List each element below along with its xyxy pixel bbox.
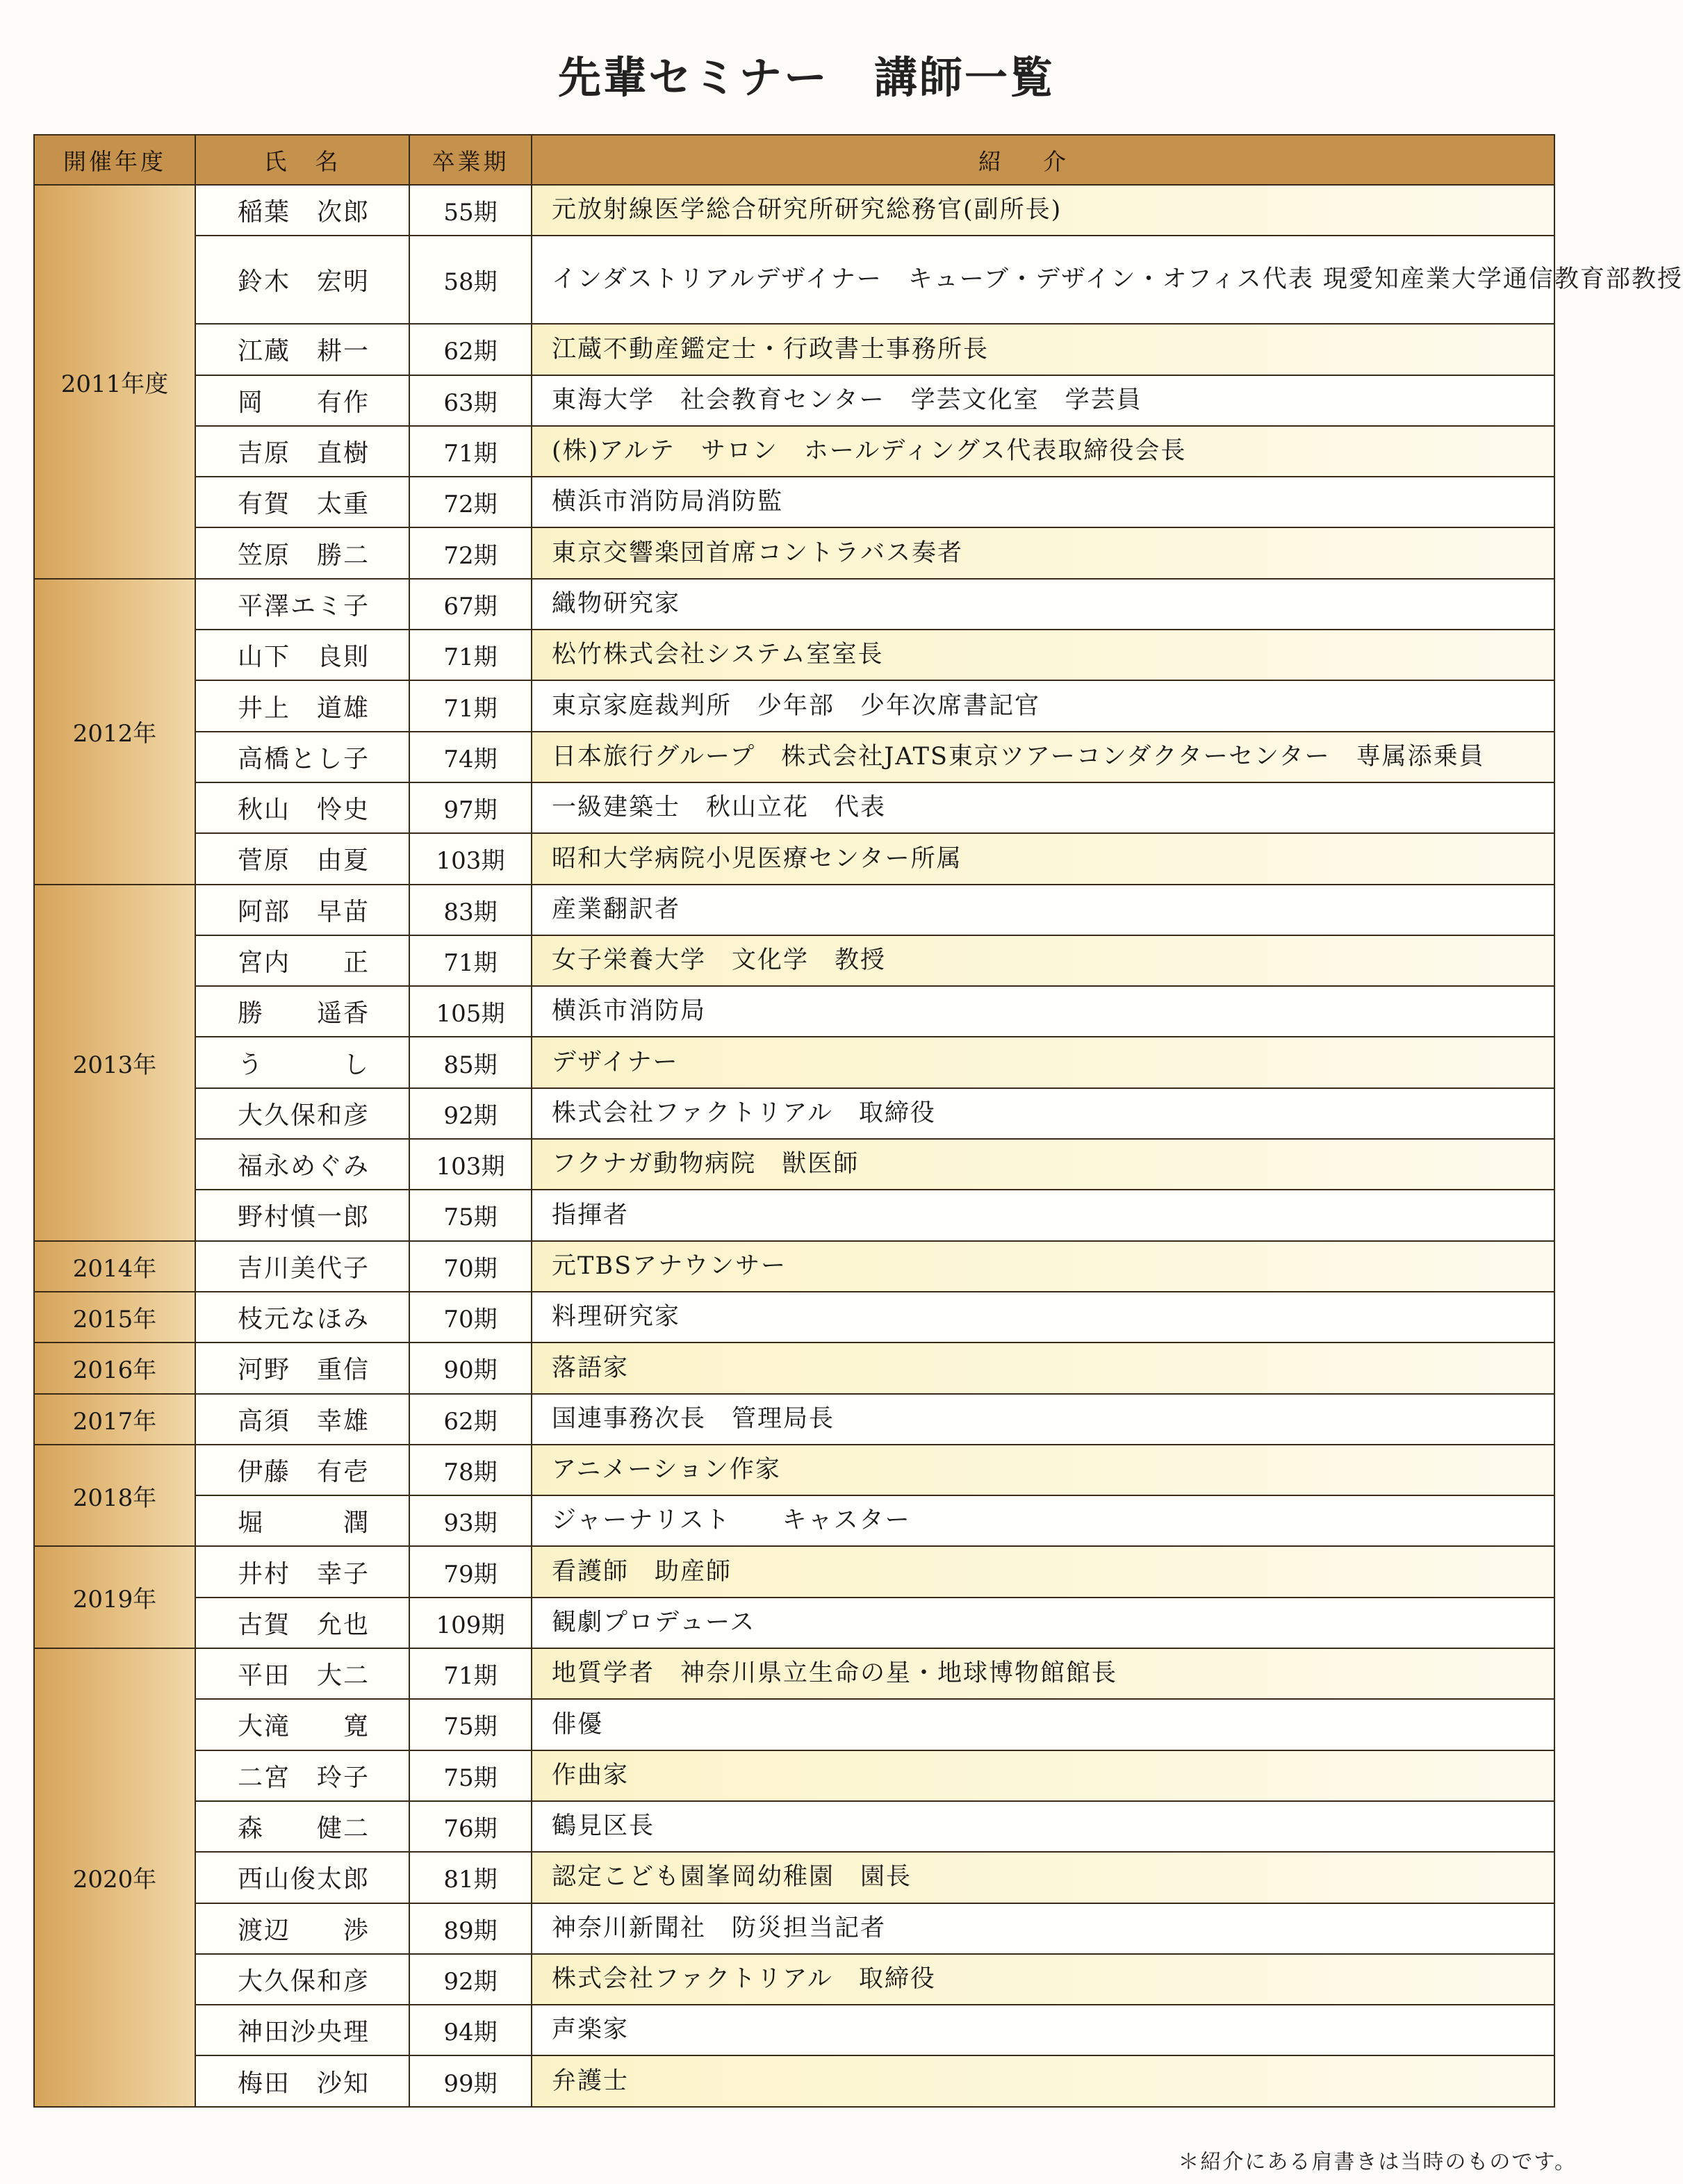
name-cell: 山下 良則	[195, 630, 409, 680]
intro-cell: 弁護士	[532, 2055, 1554, 2106]
table-row	[34, 1903, 1554, 1954]
graduation-cell: 105期	[409, 986, 532, 1037]
intro-cell: 東京交響楽団首席コントラバス奏者	[532, 527, 1554, 578]
table-row	[34, 2005, 1554, 2055]
name-cell: 勝 遥香	[195, 986, 409, 1037]
intro-cell: 落語家	[532, 1343, 1554, 1393]
table-row	[34, 1546, 1554, 1597]
table-row	[34, 1445, 1554, 1495]
graduation-cell: 71期	[409, 630, 532, 680]
intro-cell: 株式会社ファクトリアル 取締役	[532, 1954, 1554, 2005]
name-cell: 秋山 怜史	[195, 782, 409, 833]
page-title: 先輩セミナー 講師一覧	[557, 52, 1055, 103]
table-row	[34, 935, 1554, 986]
table-row	[34, 630, 1554, 680]
footnote: ＊紹介にある肩書きは当時のものです。	[1178, 2150, 1577, 2174]
year-cell: 2015年	[34, 1292, 195, 1343]
name-cell: 平澤エミ子	[195, 579, 409, 630]
name-cell: 笠原 勝二	[195, 527, 409, 578]
table-row	[34, 1750, 1554, 1801]
name-cell: 枝元なほみ	[195, 1292, 409, 1343]
intro-cell: (株)アルテ サロン ホールディングス代表取締役会長	[532, 426, 1554, 477]
intro-cell: 松竹株式会社システム室室長	[532, 630, 1554, 680]
name-cell: 菅原 由夏	[195, 833, 409, 884]
table-row	[34, 579, 1554, 630]
table-row	[34, 732, 1554, 782]
name-cell: 西山俊太郎	[195, 1852, 409, 1903]
intro-cell: 俳優	[532, 1699, 1554, 1750]
intro-cell: 昭和大学病院小児医療センター所属	[532, 833, 1554, 884]
intro-cell: 日本旅行グループ 株式会社JATS東京ツアーコンダクターセンター 専属添乗員	[532, 732, 1554, 782]
intro-cell: インダストリアルデザイナー キューブ・デザイン・オフィス代表 現愛知産業大学通信教育部教授	[532, 236, 1554, 324]
header-row	[34, 135, 1554, 185]
intro-cell: 女子栄養大学 文化学 教授	[532, 935, 1554, 986]
graduation-cell: 75期	[409, 1699, 532, 1750]
name-cell: 伊藤 有壱	[195, 1445, 409, 1495]
name-cell: 古賀 允也	[195, 1598, 409, 1648]
graduation-cell: 63期	[409, 375, 532, 426]
intro-cell: デザイナー	[532, 1037, 1554, 1087]
intro-cell: 元TBSアナウンサー	[532, 1241, 1554, 1292]
header-name: 氏 名	[195, 135, 409, 185]
table-row	[34, 1699, 1554, 1750]
table-row	[34, 1394, 1554, 1445]
graduation-cell: 62期	[409, 324, 532, 375]
year-cell: 2017年	[34, 1394, 195, 1445]
name-cell: 大久保和彦	[195, 1088, 409, 1139]
graduation-cell: 71期	[409, 426, 532, 477]
year-cell: 2014年	[34, 1241, 195, 1292]
graduation-cell: 55期	[409, 185, 532, 236]
table-row	[34, 324, 1554, 375]
graduation-cell: 93期	[409, 1495, 532, 1546]
name-cell: 吉原 直樹	[195, 426, 409, 477]
intro-cell: 作曲家	[532, 1750, 1554, 1801]
table-row	[34, 2055, 1554, 2106]
table-row	[34, 527, 1554, 578]
name-cell: 井村 幸子	[195, 1546, 409, 1597]
header-grad: 卒業期	[409, 135, 532, 185]
graduation-cell: 76期	[409, 1801, 532, 1852]
intro-cell: 産業翻訳者	[532, 885, 1554, 935]
graduation-cell: 70期	[409, 1292, 532, 1343]
name-cell: 堀 潤	[195, 1495, 409, 1546]
graduation-cell: 74期	[409, 732, 532, 782]
intro-cell: 観劇プロデュース	[532, 1598, 1554, 1648]
table-row	[34, 986, 1554, 1037]
intro-cell: 横浜市消防局消防監	[532, 477, 1554, 527]
name-cell: 江蔵 耕一	[195, 324, 409, 375]
graduation-cell: 67期	[409, 579, 532, 630]
name-cell: 吉川美代子	[195, 1241, 409, 1292]
table-row	[34, 782, 1554, 833]
year-cell: 2019年	[34, 1546, 195, 1648]
intro-cell: ジャーナリスト キャスター	[532, 1495, 1554, 1546]
intro-cell: 東海大学 社会教育センター 学芸文化室 学芸員	[532, 375, 1554, 426]
table-row	[34, 1241, 1554, 1292]
intro-cell: 認定こども園峯岡幼稚園 園長	[532, 1852, 1554, 1903]
header-intro: 紹介	[532, 135, 1554, 185]
intro-cell: 料理研究家	[532, 1292, 1554, 1343]
intro-cell: 織物研究家	[532, 579, 1554, 630]
intro-cell: 江蔵不動産鑑定士・行政書士事務所長	[532, 324, 1554, 375]
graduation-cell: 71期	[409, 935, 532, 986]
name-cell: 高橋とし子	[195, 732, 409, 782]
graduation-cell: 103期	[409, 1139, 532, 1190]
graduation-cell: 75期	[409, 1190, 532, 1240]
graduation-cell: 85期	[409, 1037, 532, 1087]
name-cell: 福永めぐみ	[195, 1139, 409, 1190]
graduation-cell: 75期	[409, 1750, 532, 1801]
intro-cell: 東京家庭裁判所 少年部 少年次席書記官	[532, 680, 1554, 731]
name-cell: 高須 幸雄	[195, 1394, 409, 1445]
header-year: 開催年度	[34, 135, 195, 185]
intro-cell: フクナガ動物病院 獣医師	[532, 1139, 1554, 1190]
name-cell: 宮内 正	[195, 935, 409, 986]
year-cell: 2016年	[34, 1343, 195, 1393]
graduation-cell: 71期	[409, 1648, 532, 1699]
graduation-cell: 72期	[409, 477, 532, 527]
intro-cell: 鶴見区長	[532, 1801, 1554, 1852]
graduation-cell: 92期	[409, 1954, 532, 2005]
name-cell: 梅田 沙知	[195, 2055, 409, 2106]
table-row	[34, 1292, 1554, 1343]
table-row	[34, 1495, 1554, 1546]
graduation-cell: 83期	[409, 885, 532, 935]
year-cell: 2020年	[34, 1648, 195, 2107]
table-row	[34, 1037, 1554, 1087]
intro-cell: 横浜市消防局	[532, 986, 1554, 1037]
lecturer-table-wrapper	[33, 134, 1683, 2108]
table-row	[34, 477, 1554, 527]
year-cell: 2011年度	[34, 185, 195, 579]
graduation-cell: 94期	[409, 2005, 532, 2055]
graduation-cell: 103期	[409, 833, 532, 884]
name-cell: 野村慎一郎	[195, 1190, 409, 1240]
name-cell: 阿部 早苗	[195, 885, 409, 935]
year-cell: 2018年	[34, 1445, 195, 1547]
graduation-cell: 58期	[409, 236, 532, 324]
lecturer-table	[33, 134, 1683, 2108]
table-row	[34, 375, 1554, 426]
graduation-cell: 79期	[409, 1546, 532, 1597]
name-cell: 平田 大二	[195, 1648, 409, 1699]
name-cell: う し	[195, 1037, 409, 1087]
name-cell: 大滝 寛	[195, 1699, 409, 1750]
name-cell: 稲葉 次郎	[195, 185, 409, 236]
table-row	[34, 1852, 1554, 1903]
table-row	[34, 236, 1554, 324]
table-row	[34, 1088, 1554, 1139]
graduation-cell: 92期	[409, 1088, 532, 1139]
table-row	[34, 426, 1554, 477]
table-row	[34, 1801, 1554, 1852]
intro-cell: 株式会社ファクトリアル 取締役	[532, 1088, 1554, 1139]
graduation-cell: 62期	[409, 1394, 532, 1445]
name-cell: 有賀 太重	[195, 477, 409, 527]
name-cell: 河野 重信	[195, 1343, 409, 1393]
table-row	[34, 1190, 1554, 1240]
table-header	[34, 135, 1554, 185]
intro-cell: 地質学者 神奈川県立生命の星・地球博物館館長	[532, 1648, 1554, 1699]
intro-cell: 元放射線医学総合研究所研究総務官(副所長)	[532, 185, 1554, 236]
name-cell: 森 健二	[195, 1801, 409, 1852]
table-row	[34, 1598, 1554, 1648]
table-row	[34, 680, 1554, 731]
graduation-cell: 90期	[409, 1343, 532, 1393]
name-cell: 神田沙央理	[195, 2005, 409, 2055]
intro-cell: 看護師 助産師	[532, 1546, 1554, 1597]
graduation-cell: 89期	[409, 1903, 532, 1954]
year-cell: 2012年	[34, 579, 195, 885]
graduation-cell: 99期	[409, 2055, 532, 2106]
graduation-cell: 78期	[409, 1445, 532, 1495]
name-cell: 二宮 玲子	[195, 1750, 409, 1801]
table-row	[34, 1343, 1554, 1393]
table-row	[34, 833, 1554, 884]
table-row	[34, 1954, 1554, 2005]
table-row	[34, 1139, 1554, 1190]
intro-cell: アニメーション作家	[532, 1445, 1554, 1495]
intro-cell: 声楽家	[532, 2005, 1554, 2055]
graduation-cell: 71期	[409, 680, 532, 731]
graduation-cell: 97期	[409, 782, 532, 833]
graduation-cell: 81期	[409, 1852, 532, 1903]
table-row	[34, 1648, 1554, 1699]
graduation-cell: 109期	[409, 1598, 532, 1648]
table-row	[34, 885, 1554, 935]
table-body	[34, 185, 1683, 2107]
name-cell: 大久保和彦	[195, 1954, 409, 2005]
graduation-cell: 72期	[409, 527, 532, 578]
intro-cell: 国連事務次長 管理局長	[532, 1394, 1554, 1445]
name-cell: 渡辺 渉	[195, 1903, 409, 1954]
name-cell: 鈴木 宏明	[195, 236, 409, 324]
intro-cell: 指揮者	[532, 1190, 1554, 1240]
table-row	[34, 185, 1554, 236]
intro-cell: 神奈川新聞社 防災担当記者	[532, 1903, 1554, 1954]
year-cell: 2013年	[34, 885, 195, 1241]
graduation-cell: 70期	[409, 1241, 532, 1292]
name-cell: 岡 有作	[195, 375, 409, 426]
name-cell: 井上 道雄	[195, 680, 409, 731]
intro-cell: 一級建築士 秋山立花 代表	[532, 782, 1554, 833]
